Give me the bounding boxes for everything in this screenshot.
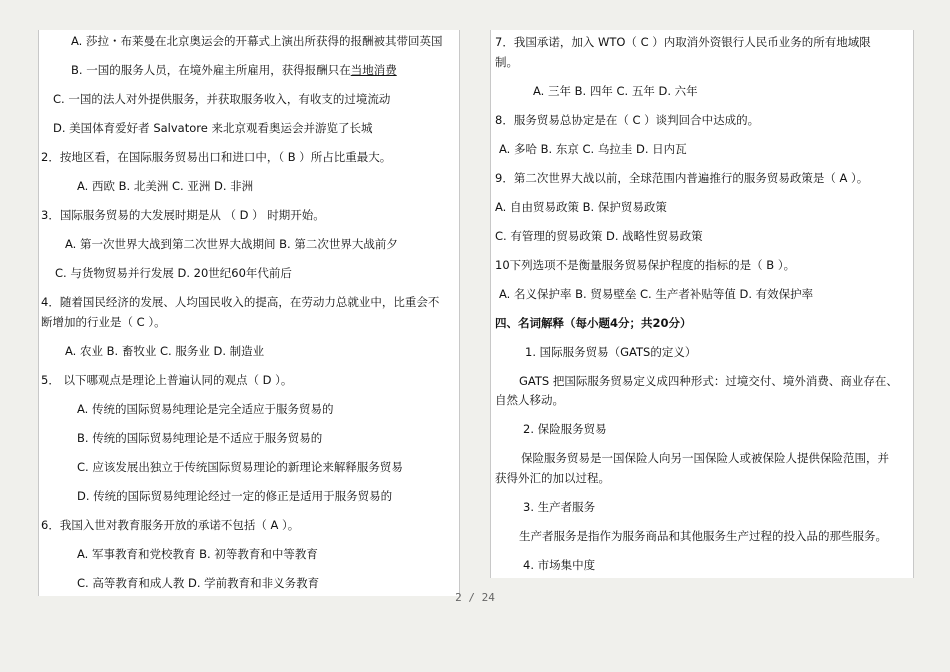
question-10: 10下列选项不是衡量服务贸易保护程度的指标的是（ B ）。 [495, 258, 796, 272]
question-4-line-2: 断增加的行业是（ C ）。 [41, 315, 166, 329]
question-3-options-cd: C. 与货物贸易并行发展 D. 20世纪60年代前后 [55, 266, 292, 280]
question-9-options-cd: C. 有管理的贸易政策 D. 战略性贸易政策 [495, 229, 703, 243]
question-2: 2．按地区看，在国际服务贸易出口和进口中，（ B ）所占比重最大。 [41, 150, 392, 164]
section-4-heading: 四、名词解释（每小题4分；共20分） [495, 316, 692, 330]
q5-option-b: B. 传统的国际贸易纯理论是不适应于服务贸易的 [77, 431, 323, 445]
question-5: 5． 以下哪观点是理论上普遍认同的观点（ D ）。 [41, 373, 293, 387]
question-9-options-ab: A. 自由贸易政策 B. 保护贸易政策 [495, 200, 667, 214]
term-2-title: 2. 保险服务贸易 [523, 422, 607, 436]
term-1-definition-line-1: GATS 把国际服务贸易定义成四种形式：过境交付、境外消费、商业存在、 [519, 374, 898, 388]
q5-option-c: C. 应该发展出独立于传统国际贸易理论的新理论来解释服务贸易 [77, 460, 403, 474]
question-7-options: A. 三年 B. 四年 C. 五年 D. 六年 [533, 84, 698, 98]
question-7-line-1: 7．我国承诺，加入 WTO（ C ）内取消外资银行人民币业务的所有地域限 [495, 35, 871, 49]
question-10-options: A. 名义保护率 B. 贸易壁垒 C. 生产者补贴等值 D. 有效保护率 [499, 287, 814, 301]
question-6-options-cd: C. 高等教育和成人教 D. 学前教育和非义务教育 [77, 576, 320, 590]
document-page-right [490, 30, 914, 578]
question-4-line-1: 4．随着国民经济的发展、人均国民收入的提高，在劳动力总就业中，比重会不 [41, 295, 440, 309]
question-8-options: A. 多哈 B. 东京 C. 乌拉圭 D. 日内瓦 [499, 142, 687, 156]
term-2-definition-line-2: 获得外汇的加以过程。 [495, 471, 610, 485]
q5-option-a: A. 传统的国际贸易纯理论是完全适应于服务贸易的 [77, 402, 334, 416]
term-3-title: 3. 生产者服务 [523, 500, 596, 514]
term-1-title: 1. 国际服务贸易（GATS的定义） [525, 345, 697, 359]
question-2-options: A. 西欧 B. 北美洲 C. 亚洲 D. 非洲 [77, 179, 254, 193]
page-number-indicator: 2 / 24 [455, 591, 495, 604]
question-3: 3．国际服务贸易的大发展时期是从 （ D ） 时期开始。 [41, 208, 325, 222]
question-6: 6．我国入世对教育服务开放的承诺不包括（ A ）。 [41, 518, 300, 532]
q1-option-c: C. 一国的法人对外提供服务，并获取服务收入，有收支的过境流动 [53, 92, 391, 106]
question-3-options-ab: A. 第一次世界大战到第二次世界大战期间 B. 第二次世界大战前夕 [65, 237, 398, 251]
q1-option-d: D. 美国体育爱好者 Salvatore 来北京观看奥运会并游览了长城 [53, 121, 373, 135]
question-7-line-2: 制。 [495, 55, 518, 69]
question-4-options: A. 农业 B. 畜牧业 C. 服务业 D. 制造业 [65, 344, 265, 358]
q1-option-a: A. 莎拉・布莱曼在北京奥运会的开幕式上演出所获得的报酬被其带回英国 [71, 34, 443, 48]
q1-option-b-text: B. 一国的服务人员，在境外雇主所雇用，获得报酬只在 [71, 63, 351, 77]
document-page-left [38, 30, 460, 596]
question-8: 8．服务贸易总协定是在（ C ）谈判回合中达成的。 [495, 113, 760, 127]
question-9: 9．第二次世界大战以前，全球范围内普遍推行的服务贸易政策是（ A ）。 [495, 171, 869, 185]
term-2-definition-line-1: 保险服务贸易是一国保险人向另一国保险人或被保险人提供保险范围，并 [521, 451, 889, 465]
question-6-options-ab: A. 军事教育和党校教育 B. 初等教育和中等教育 [77, 547, 318, 561]
q1-option-b-underlined: 当地消费 [350, 63, 397, 77]
q1-option-b [71, 62, 397, 78]
term-1-definition-line-2: 自然人移动。 [495, 393, 564, 407]
q5-option-d: D. 传统的国际贸易纯理论经过一定的修正是适用于服务贸易的 [77, 489, 393, 503]
term-4-title: 4. 市场集中度 [523, 558, 596, 572]
term-3-definition: 生产者服务是指作为服务商品和其他服务生产过程的投入品的那些服务。 [519, 529, 887, 543]
